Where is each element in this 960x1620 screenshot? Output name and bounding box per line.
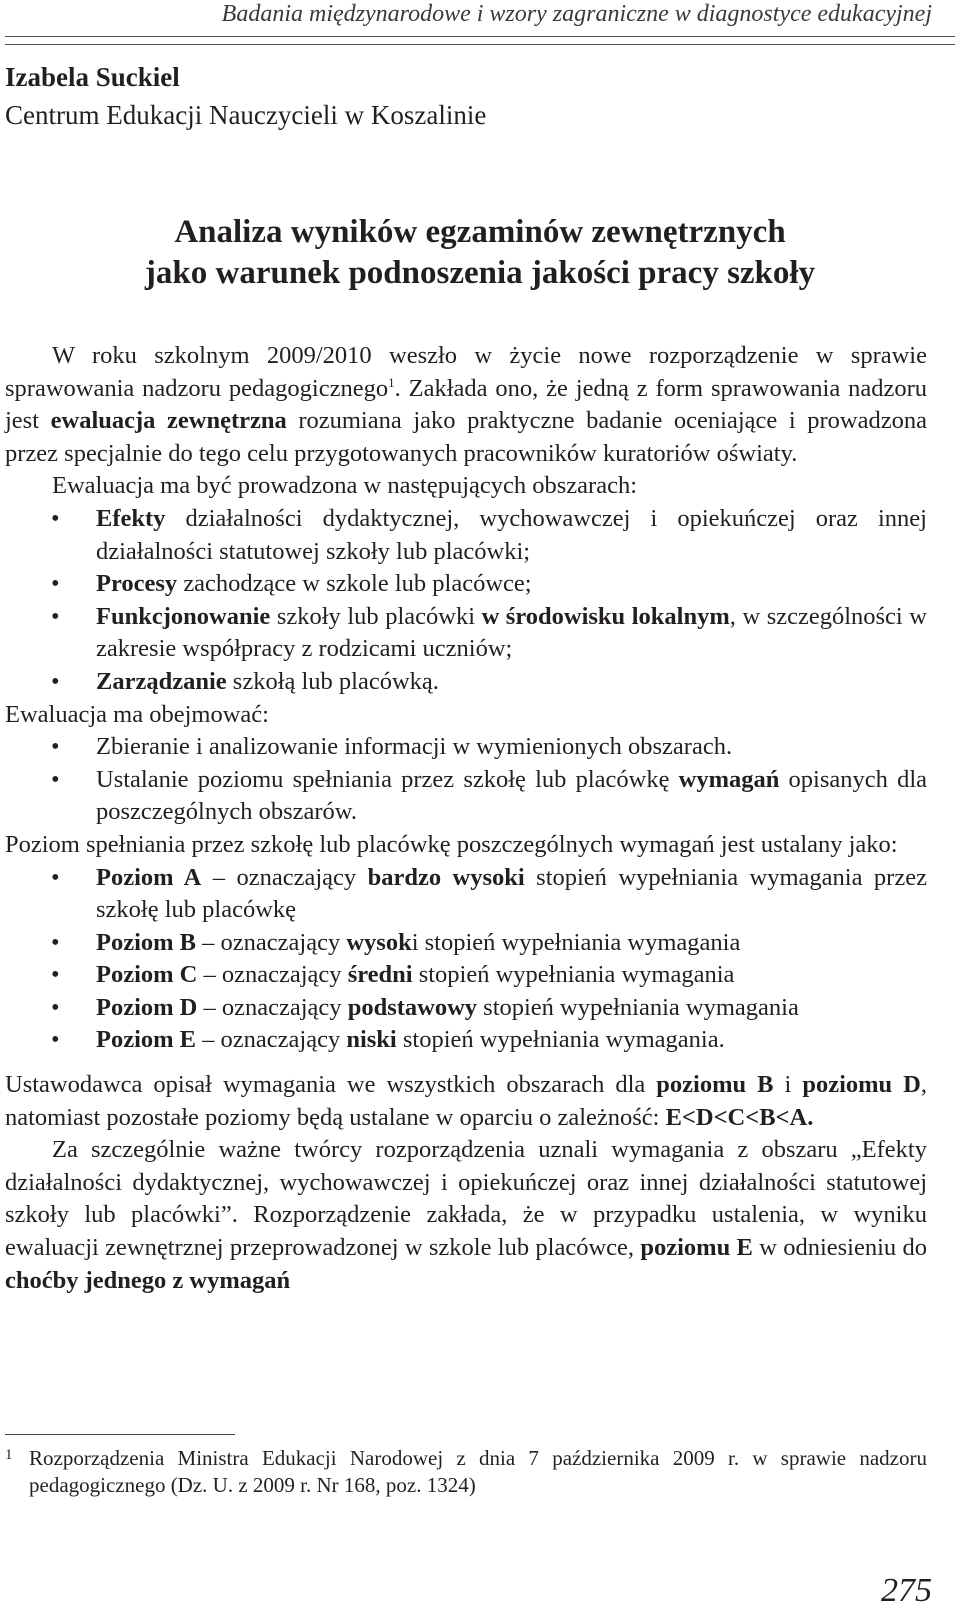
emphasis: wymagań [678, 765, 780, 793]
emphasis: E<D<C<B<A. [665, 1103, 814, 1131]
emphasis: Funkcjonowanie [96, 602, 271, 630]
list-item [96, 731, 927, 764]
footnote-mark: 1 [5, 1447, 13, 1463]
list-item [96, 503, 927, 568]
text: stopień wypełniania wymagania. [396, 1026, 725, 1054]
emphasis: poziomu E [640, 1234, 753, 1262]
footnote-ref: 1 [388, 374, 395, 390]
list-item [96, 959, 927, 992]
paragraph-requirements [5, 1134, 927, 1297]
emphasis: podstawowy [347, 993, 478, 1021]
paragraph-levels-intro: Poziom spełniania przez szkołę lub placówkę poszczególnych wymagań jest ustalany jako: [5, 830, 898, 858]
text: stopień wypełniania wymagania przez szkołę lub placówkę [96, 863, 927, 924]
text: Zbieranie i analizowanie informacji w wymienionych obszarach. [96, 733, 733, 761]
emphasis: choćby jednego z wymagań [5, 1266, 291, 1294]
list-item [96, 862, 927, 927]
paragraph-legislator [5, 1069, 927, 1134]
text: szkoły lub placówki [270, 602, 482, 630]
emphasis: ewaluacja zewnętrzna [50, 407, 287, 435]
text: . Zakłada ono, że jedną z form sprawowania nadzoru jest [5, 374, 927, 435]
text: , w szczególności w zakresie współpracy z rodzicami uczniów; [96, 602, 927, 663]
page-number: 275 [881, 1572, 932, 1609]
scope-list [5, 731, 927, 829]
emphasis: Poziom B [96, 928, 197, 956]
author-institution: Centrum Edukacji Nauczycieli w Koszalinie [5, 100, 487, 130]
emphasis: Poziom D [96, 993, 198, 1021]
footnote [5, 1445, 927, 1499]
spacer [5, 1057, 927, 1069]
author-block [5, 58, 486, 134]
list-item [96, 927, 927, 960]
text: działalności dydaktycznej, wychowawczej i opiekuńczej oraz innej działalności statutowej szkoły lub placówki; [96, 504, 927, 565]
article-body [5, 340, 927, 1297]
emphasis: Poziom C [96, 961, 198, 989]
paragraph-scope-intro: Ewaluacja ma obejmować: [5, 700, 269, 728]
text: stopień wypełniania wymagania [477, 993, 799, 1021]
emphasis: Poziom A [96, 863, 202, 891]
footnote-rule [5, 1434, 235, 1435]
paragraph-intro [5, 340, 927, 470]
emphasis: poziomu D [802, 1071, 921, 1099]
emphasis: poziomu B [656, 1071, 774, 1099]
list-item [96, 666, 927, 699]
emphasis: Efekty [96, 504, 166, 532]
paragraph-areas-intro: Ewaluacja ma być prowadzona w następujących obszarach: [52, 472, 638, 500]
levels-list [5, 862, 927, 1058]
emphasis: średni [347, 961, 413, 989]
text: – oznaczający [201, 863, 368, 891]
text: zachodzące w szkole lub placówce; [177, 570, 532, 598]
text: Ustawodawca opisał wymagania we wszystkich obszarach dla [5, 1071, 657, 1099]
article-title [0, 212, 960, 294]
list-item [96, 764, 927, 829]
list-item [96, 601, 927, 666]
footnote-text: Rozporządzenia Ministra Edukacji Narodowej z dnia 7 października 2009 r. w sprawie nadzoru pedagogicznego (Dz. U. z 2009 r. Nr 168, poz. 1324) [29, 1446, 927, 1497]
title-line-2: jako warunek podnoszenia jakości pracy szkoły [144, 255, 816, 291]
text: rozumiana jako praktyczne badanie oceniające i prowadzona przez specjalnie do tego celu przygotowanych pracowników kuratoriów oświaty. [5, 407, 927, 467]
text: i [773, 1071, 803, 1099]
text: opisanych dla poszczególnych obszarów. [96, 765, 928, 826]
text: Za szczególnie ważne twórcy rozporządzenia uznali wymagania z obszaru „Efekty działalności dydaktycznej, wychowawczej i opiekuńczej oraz innej działalności statutowej szkoły lub placówki”. Rozporządzenie zakłada, że w przypadku ustalenia, w wyniku ewaluacji zewnętrznej przeprowadzonej w szkole lub placówce, [5, 1136, 927, 1262]
list-item [96, 568, 927, 601]
title-line-1: Analiza wyników egzaminów zewnętrznych [174, 214, 786, 250]
list-item [96, 992, 927, 1025]
emphasis: niski [346, 1026, 397, 1054]
text: – oznaczający [196, 1026, 347, 1054]
text: stopień wypełniania wymagania [412, 961, 735, 989]
emphasis: bardzo wysoki [367, 863, 525, 891]
text: – oznaczający [196, 928, 347, 956]
text: W roku szkolnym 2009/2010 weszło w życie nowe rozporządzenie w sprawie sprawowania nadzoru pedagogicznego [5, 342, 927, 402]
areas-list [5, 503, 927, 699]
text: – oznaczający [197, 961, 348, 989]
emphasis: w środowisku lokalnym [481, 602, 730, 630]
emphasis: Poziom E [96, 1026, 197, 1054]
emphasis: Procesy [96, 570, 178, 598]
text: , natomiast pozostałe poziomy będą ustalane w oparciu o zależność: [5, 1071, 928, 1131]
header-double-rule [5, 36, 955, 45]
text: Ustalanie poziomu spełniania przez szkołę lub placówkę [96, 765, 679, 793]
text: – oznaczający [197, 993, 348, 1021]
running-head: Badania międzynarodowe i wzory zagraniczne w diagnostyce edukacyjnej [221, 1, 932, 27]
emphasis: wysok [346, 928, 412, 956]
emphasis: Zarządzanie [96, 667, 227, 695]
list-item [96, 1024, 927, 1057]
text: szkołą lub placówką. [226, 667, 439, 695]
author-name: Izabela Suckiel [5, 62, 180, 92]
text: w odniesieniu do [752, 1234, 927, 1262]
text: i stopień wypełniania wymagania [411, 928, 741, 956]
